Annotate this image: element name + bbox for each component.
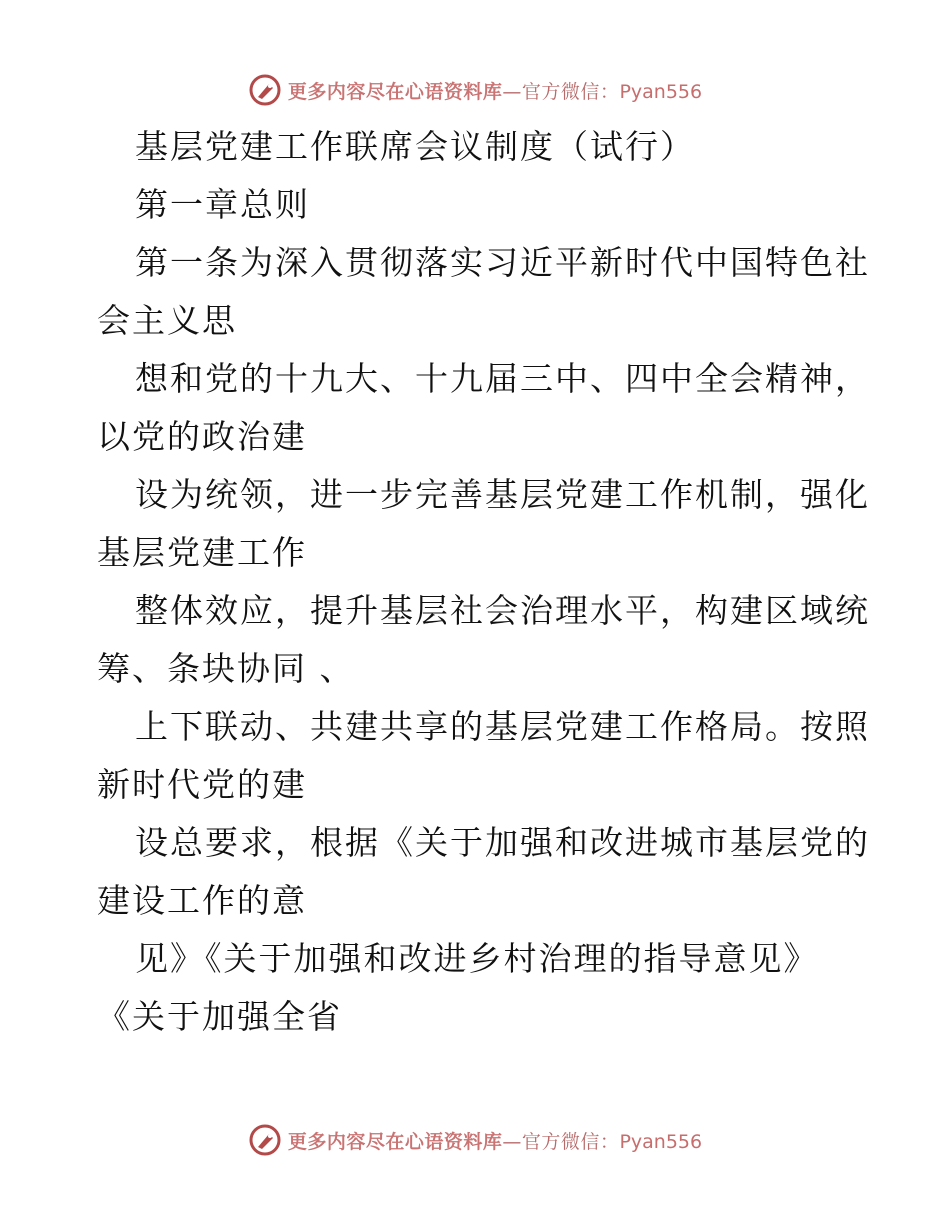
paragraph-line: 以党的政治建: [97, 417, 307, 456]
paragraph-line: 设为统领，进一步完善基层党建工作机制，强化: [135, 475, 870, 514]
document-body: [97, 118, 870, 1046]
watermark-dash: —: [502, 1130, 522, 1153]
watermark-brand: 更多内容尽在心语资料库: [287, 80, 503, 103]
paragraph-line: 建设工作的意: [97, 881, 307, 920]
footer-watermark: [0, 1120, 950, 1160]
paragraph-line: 《关于加强全省: [97, 997, 342, 1036]
paragraph-line: 设总要求，根据《关于加强和改进城市基层党的: [135, 823, 870, 862]
paragraph-line: 见》《关于加强和改进乡村治理的指导意见》: [135, 939, 819, 978]
watermark-wechat-label: 官方微信：: [521, 1130, 620, 1153]
watermark-dash: —: [502, 80, 522, 103]
document-title: 基层党建工作联席会议制度（试行）: [135, 127, 695, 166]
pen-logo-icon: [248, 73, 282, 107]
watermark-text: [288, 77, 702, 104]
paragraph-line: 整体效应，提升基层社会治理水平，构建区域统: [135, 591, 870, 630]
header-watermark: [0, 70, 950, 110]
paragraph-line: 想和党的十九大、十九届三中、四中全会精神，: [135, 359, 870, 398]
watermark-wechat-id: Pyan556: [619, 1130, 703, 1153]
paragraph-line: 基层党建工作: [97, 533, 307, 572]
paragraph-line: 第一条为深入贯彻落实习近平新时代中国特色社: [135, 243, 870, 282]
watermark-brand: 更多内容尽在心语资料库: [287, 1130, 503, 1153]
paragraph-line: 会主义思: [97, 301, 237, 340]
chapter-heading: 第一章总则: [135, 185, 310, 224]
paragraph-line: 筹、条块协同 、: [97, 649, 355, 688]
paragraph-line: 上下联动、共建共享的基层党建工作格局。按照: [135, 707, 870, 746]
watermark-wechat-id: Pyan556: [619, 80, 703, 103]
paragraph-line: 新时代党的建: [97, 765, 307, 804]
pen-logo-icon: [248, 1123, 282, 1157]
watermark-text: [288, 1127, 702, 1154]
watermark-wechat-label: 官方微信：: [521, 80, 620, 103]
